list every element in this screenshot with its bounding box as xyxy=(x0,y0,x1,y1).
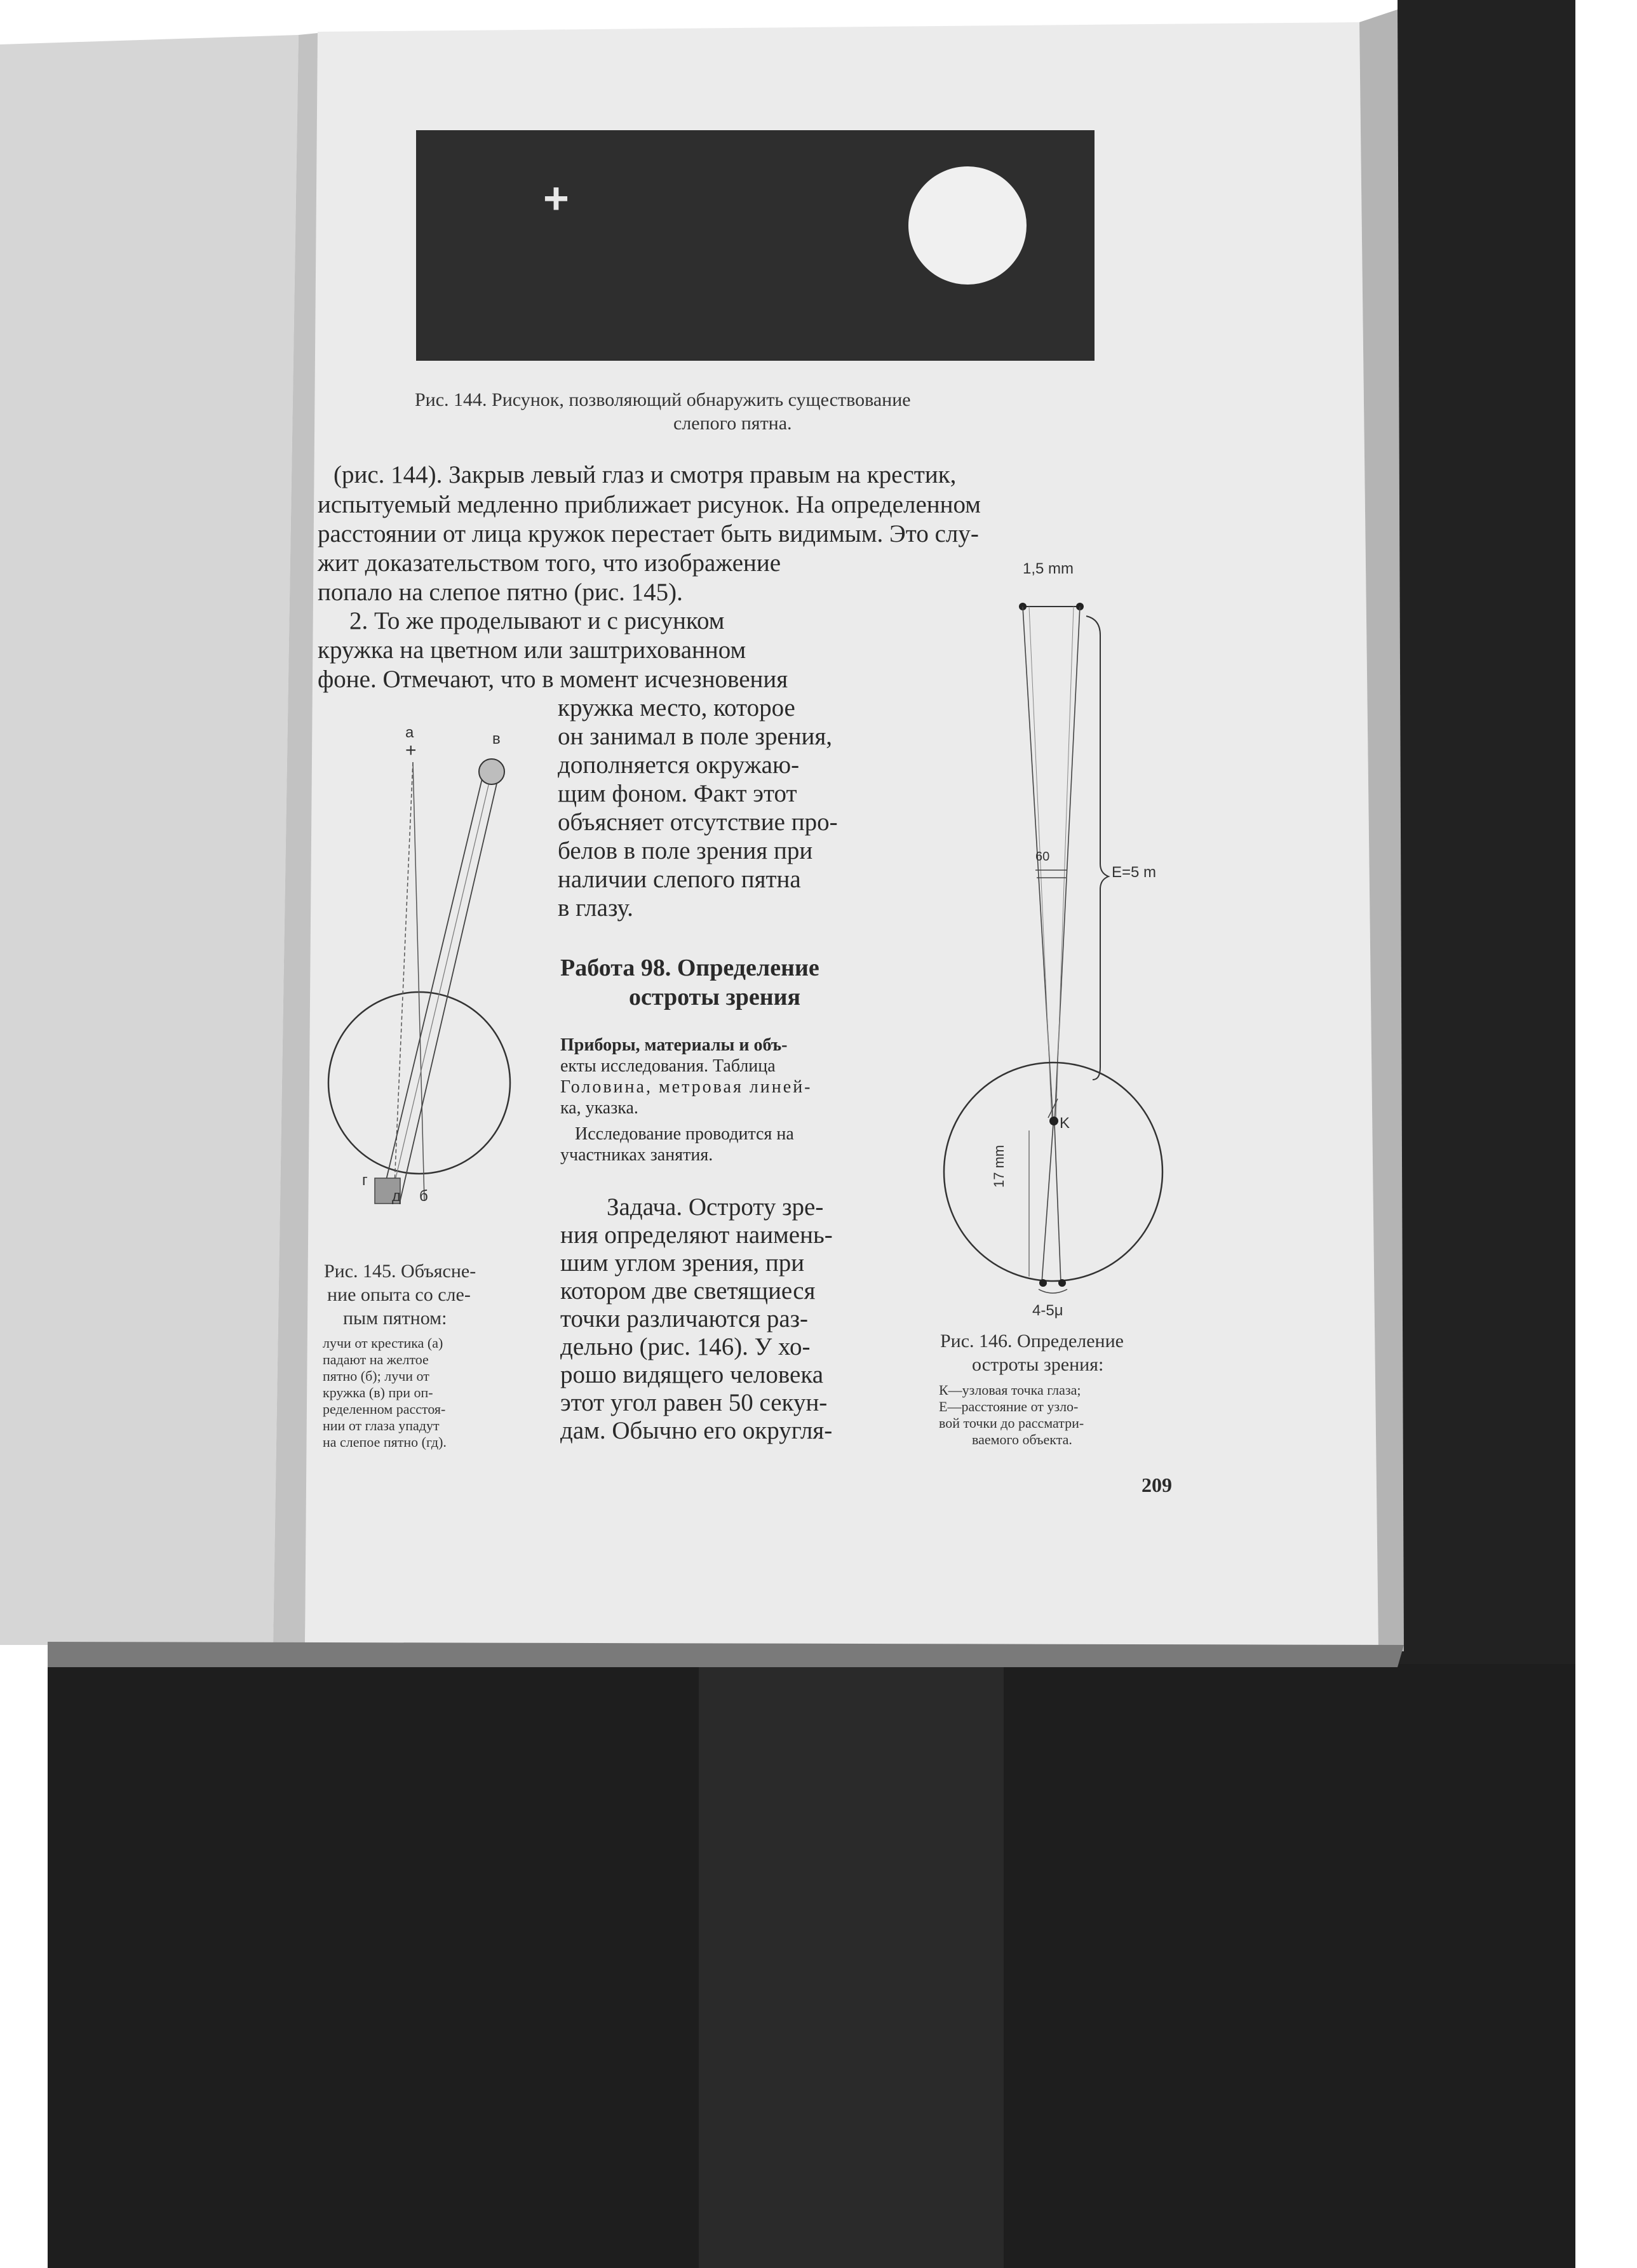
task-line: точки различаются раз- xyxy=(560,1305,809,1332)
fig146-k-label: K xyxy=(1060,1115,1070,1132)
para2-line: фоне. Отмечают, что в момент исчезновения xyxy=(318,666,788,693)
para1-line: жит доказательством того, что изображение xyxy=(318,549,781,577)
equipment-line: Приборы, материалы и объ- xyxy=(560,1035,788,1055)
fig146-note-line: К—узловая точка глаза; xyxy=(939,1382,1081,1398)
fig146-note-line: вой точки до рассматри- xyxy=(939,1415,1084,1431)
fig145-label-v: в xyxy=(492,730,501,748)
task-line: котором две светящиеся xyxy=(560,1277,816,1305)
work98-title-line2: остроты зрения xyxy=(629,984,801,1010)
para2-line: он занимал в поле зрения, xyxy=(558,723,833,750)
fig145-label-g: г xyxy=(362,1172,368,1189)
equipment-line: ка, указка. xyxy=(560,1098,638,1118)
para1-line: (рис. 144). Закрыв левый глаз и смотря правым на крестик, xyxy=(333,461,957,488)
task-line: Задача. Остроту зре- xyxy=(607,1193,824,1221)
fig145-cross: + xyxy=(405,740,417,761)
fig145-label-a: а xyxy=(405,724,414,741)
para2-line: щим фоном. Факт этот xyxy=(558,780,797,807)
blind-spot-circle xyxy=(908,166,1027,285)
fig144-cross: + xyxy=(543,173,569,223)
fig145-note-line: падают на желтое xyxy=(323,1352,429,1367)
fig145-note-line: пятно (б); лучи от xyxy=(323,1368,429,1384)
task-line: дельно (рис. 146). У хо- xyxy=(560,1333,811,1360)
fig144-caption-line1: Рис. 144. Рисунок, позволяющий обнаружить существование xyxy=(415,389,911,410)
para2-line: наличии слепого пятна xyxy=(558,866,801,893)
figure-146-diagram xyxy=(934,591,1201,1315)
task-line: шим углом зрения, при xyxy=(560,1249,805,1277)
para2-line: белов в поле зрения при xyxy=(558,837,813,864)
fig146-top-label: 1,5 mm xyxy=(1023,560,1074,577)
conducted-line: участниках занятия. xyxy=(560,1145,713,1165)
fig146-caption-line: остроты зрения: xyxy=(972,1354,1104,1375)
equipment-line: Головина, метровая линей- xyxy=(560,1077,812,1097)
para2-line: кружка место, которое xyxy=(558,694,795,721)
conducted-line: Исследование проводится на xyxy=(575,1124,794,1144)
equipment-line: екты исследования. Таблица xyxy=(560,1056,776,1076)
fig145-caption-line: пым пятном: xyxy=(343,1308,447,1329)
task-line: рошо видящего человека xyxy=(560,1361,824,1388)
fig146-mm-label: 17 mm xyxy=(991,1144,1007,1188)
fig145-label-b: б xyxy=(419,1188,428,1205)
fig145-caption-line: Рис. 145. Объясне- xyxy=(324,1261,476,1282)
para1-line: попало на слепое пятно (рис. 145). xyxy=(318,579,683,606)
task-line: этот угол равен 50 секун- xyxy=(560,1389,828,1416)
para2-line: в глазу. xyxy=(558,894,633,922)
fig146-e-label: E=5 m xyxy=(1112,864,1157,881)
para2-line: дополняется окружаю- xyxy=(558,751,800,779)
fig145-note-line: лучи от крестика (а) xyxy=(323,1335,443,1351)
para2-line: 2. То же проделывают и с рисунком xyxy=(349,607,725,634)
figure-144-image xyxy=(416,130,1095,361)
para2-line: объясняет отсутствие про- xyxy=(558,809,838,836)
para2-line: кружка на цветном или заштрихованном xyxy=(318,636,746,664)
work98-title-line1: Работа 98. Определение xyxy=(560,955,819,981)
fig146-angle-label: 60 xyxy=(1035,850,1050,864)
fig146-caption-line: Рис. 146. Определение xyxy=(940,1331,1124,1352)
fig144-caption-line2: слепого пятна. xyxy=(673,413,792,434)
figure-145-diagram xyxy=(318,730,534,1226)
fig146-note-line: Е—расстояние от узло- xyxy=(939,1399,1079,1414)
page-number: 209 xyxy=(1142,1473,1172,1496)
para1-line: расстоянии от лица кружок перестает быть видимым. Это слу- xyxy=(318,520,979,547)
fig145-note-line: ределенном расстоя- xyxy=(323,1401,446,1417)
fig146-bottom-label: 4-5μ xyxy=(1032,1302,1063,1319)
fig145-note-line: на слепое пятно (гд). xyxy=(323,1434,447,1450)
fig145-note-line: кружка (в) при оп- xyxy=(323,1385,433,1400)
para1-line: испытуемый медленно приближает рисунок. На определенном xyxy=(318,491,981,518)
task-line: дам. Обычно его округля- xyxy=(560,1417,833,1444)
fig145-label-d: д xyxy=(392,1188,401,1205)
fig146-note-line: ваемого объекта. xyxy=(972,1432,1072,1447)
fig145-caption-line: ние опыта со сле- xyxy=(327,1284,471,1305)
task-line: ния определяют наимень- xyxy=(560,1221,833,1249)
fig145-note-line: нии от глаза упадут xyxy=(323,1418,440,1433)
